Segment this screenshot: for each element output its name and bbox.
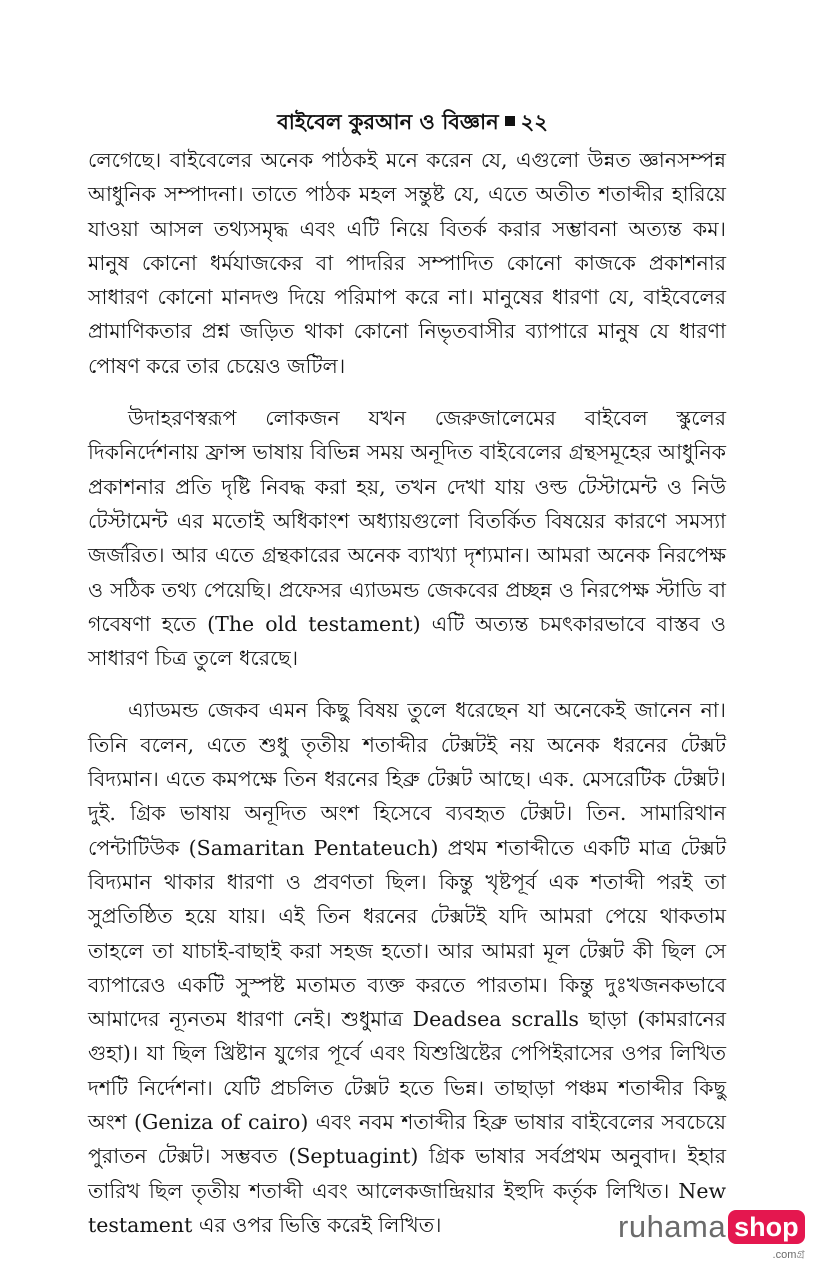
logo-ruhama-text: ruhama (618, 1209, 727, 1244)
book-title: বাইবেল কুরআন ও বিজ্ঞান (277, 110, 499, 134)
paragraph-1: লেগেছে। বাইবেলের অনেক পাঠকই মনে করেন যে, এগুলো উন্নত জ্ঞানসম্পন্ন আধুনিক সম্পাদনা। তাতে পাঠক মহল সন্তুষ্ট যে, এতে অতীত শতাব্দীর হারিয়ে যাওয়া আসল তথ্যসমৃদ্ধ এবং এটি নিয়ে বিতর্ক করার সম্ভাবনা অত্যন্ত কম। মানুষ কোনো ধর্মযাজকের বা পাদরির সম্পাদিত কোনো কাজকে প্রকাশনার সাধারণ কোনো মানদণ্ড দিয়ে পরিমাপ করে না। মানুষের ধারণা যে, বাইবেলের প্রামাণিকতার প্রশ্ন জড়িত থাকা কোনো নিভৃতবাসীর ব্যাপারে মানুষ যে ধারণা পোষণ করে তার চেয়েও জটিল। (88, 148, 726, 378)
page-number: ২২ (520, 110, 548, 134)
separator-square (505, 116, 515, 126)
body-text (88, 143, 726, 1260)
watermark-logo (618, 1208, 805, 1261)
paragraph-3: এ্যাডমন্ড জেকব এমন কিছু বিষয় তুলে ধরেছেন যা অনেকেই জানেন না। তিনি বলেন, এতে শুধু তৃতীয় শতাব্দীর টেক্সটই নয় অনেক ধরনের টেক্সট বিদ্যমান। এতে কমপক্ষে তিন ধরনের হিব্রু টেক্সট আছে। এক. মেসরেটিক টেক্সট। দুই. গ্রিক ভাষায় অনূদিত অংশ হিসেবে ব্যবহৃত টেক্সট। তিন. সামারিথান পেন্টাটিউক (Samaritan Pentateuch) প্রথম শতাব্দীতে একটি মাত্র টেক্সট বিদ্যমান থাকার ধারণা ও প্রবণতা ছিল। কিন্তু খৃষ্টপূর্ব এক শতাব্দী পরই তা সুপ্রতিষ্ঠিত হয়ে যায়। এই তিন ধরনের টেক্সটই যদি আমরা পেয়ে থাকতাম তাহলে তা যাচাই-বাছাই করা সহজ হতো। আর আমরা মূল টেক্সট কী ছিল সে ব্যাপারেও একটি সুস্পষ্ট মতামত ব্যক্ত করতে পারতাম। কিন্তু দুঃখজনকভাবে আমাদের ন্যূনতম ধারণা নেই। শুধুমাত্র Deadsea scralls ছাড়া (কামরানের গুহা)। যা ছিল খ্রিষ্টান যুগের পূর্বে এবং যিশুখ্রিষ্টের পেপিইরাসের ওপর লিখিত দশটি নির্দেশনা। যেটি প্রচলিত টেক্সট হতে ভিন্ন। তাছাড়া পঞ্চম শতাব্দীর কিছু অংশ (Geniza of cairo) এবং নবম শতাব্দীর হিব্রু ভাষার বাইবেলের সবচেয়ে পুরাতন টেক্সট। সম্ভবত (Septuagint) গ্রিক ভাষার সর্বপ্রথম অনুবাদ। ইহার তারিখ ছিল তৃতীয় শতাব্দী এবং আলেকজান্দ্রিয়ার ইহুদি কর্তৃক লিখিত। New testament এর ওপর ভিত্তি করেই লিখিত। (88, 698, 726, 1237)
running-header (0, 106, 825, 141)
paragraph-2: উদাহরণস্বরূপ লোকজন যখন জেরুজালেমের বাইবেল স্কুলের দিকনির্দেশনায় ফ্রান্স ভাষায় বিভিন্ন সময় অনূদিত বাইবেলের গ্রন্থসমূহের আধুনিক প্রকাশনার প্রতি দৃষ্টি নিবদ্ধ করা হয়, তখন দেখা যায় ওল্ড টেস্টামেন্ট ও নিউ টেস্টামেন্ট এর মতোই অধিকাংশ অধ্যায়গুলো বিতর্কিত বিষয়ের কারণে সমস্যা জর্জরিত। আর এতে গ্রন্থকারের অনেক ব্যাখ্যা দৃশ্যমান। আমরা অনেক নিরপেক্ষ ও সঠিক তথ্য পেয়েছি। প্রফেসর এ্যাডমন্ড জেকবের প্রচ্ছন্ন ও নিরপেক্ষ স্টাডি বা গবেষণা হতে (The old testament) এটি অত্যন্ত চমৎকারভাবে বাস্তব ও সাধারণ চিত্র তুলে ধরেছে। (88, 406, 726, 671)
logo-shop-badge: shop (728, 1210, 805, 1244)
logo-suffix: .comগ্র (772, 1249, 805, 1261)
